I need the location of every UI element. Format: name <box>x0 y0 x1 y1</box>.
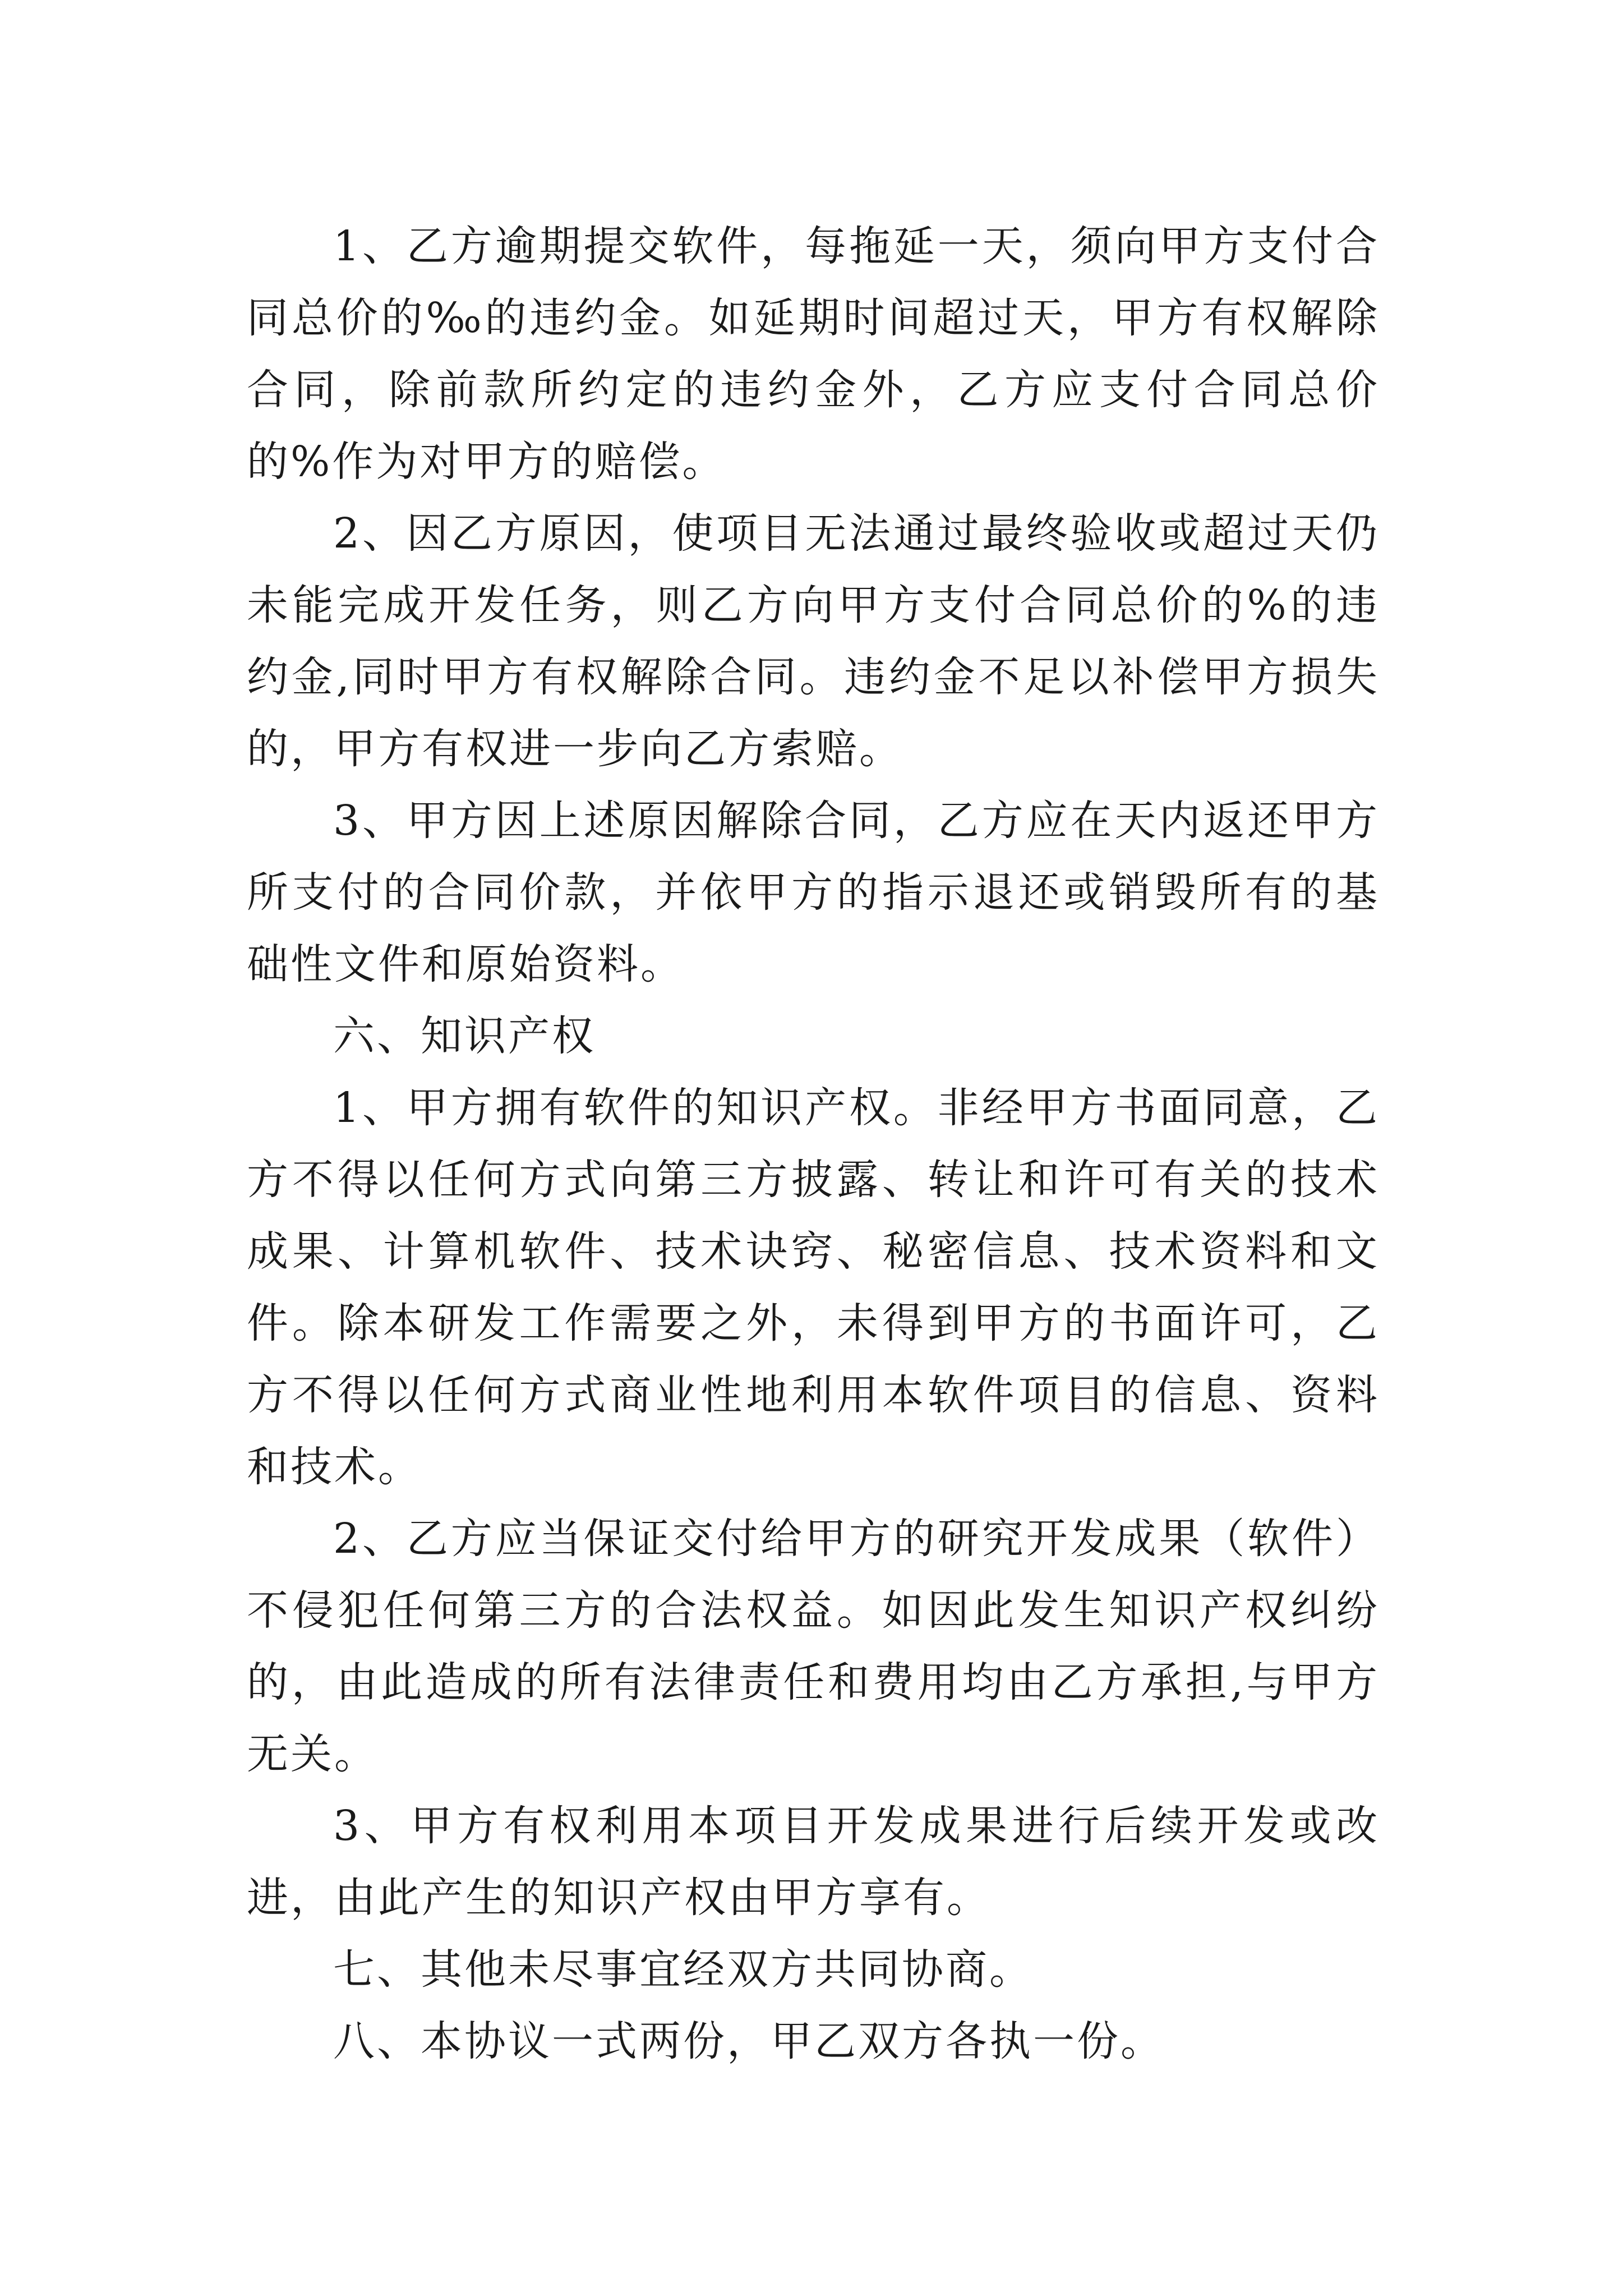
paragraph-penalty-late-delivery: 1、乙方逾期提交软件，每拖延一天，须向甲方支付合同总价的‰的违约金。如延期时间超过天，甲方有权解除合同，除前款所约定的违约金外，乙方应支付合同总价的%作为对甲方的赔偿。 <box>247 222 1380 486</box>
paragraph-ip-non-infringement: 2、乙方应当保证交付给甲方的研究开发成果（软件）不侵犯任何第三方的合法权益。如因此发生知识产权纠纷的，由此造成的所有法律责任和费用均由乙方承担,与甲方无关。 <box>247 1515 1380 1778</box>
paragraph-ip-ownership: 1、甲方拥有软件的知识产权。非经甲方书面同意，乙方不得以任何方式向第三方披露、转让和许可有关的技术成果、计算机软件、技术诀窍、秘密信息、技术资料和文件。除本研发工作需要之外，未得到甲方的书面许可，乙方不得以任何方式商业性地利用本软件项目的信息、资料和技术。 <box>247 1084 1380 1491</box>
paragraph-ip-derivative-work: 3、甲方有权利用本项目开发成果进行后续开发或改进，由此产生的知识产权由甲方享有。 <box>247 1802 1380 1922</box>
paragraph-contract-termination-refund: 3、甲方因上述原因解除合同，乙方应在天内返还甲方所支付的合同价款，并依甲方的指示退还或销毁所有的基础性文件和原始资料。 <box>247 797 1380 988</box>
section-copies: 八、本协议一式两份，甲乙双方各执一份。 <box>333 2017 1164 2065</box>
paragraph-penalty-acceptance-failure: 2、因乙方原因，使项目无法通过最终验收或超过天仍未能完成开发任务，则乙方向甲方支付合同总价的%的违约金,同时甲方有权解除合同。违约金不足以补偿甲方损失的，甲方有权进一步向乙方索赔。 <box>247 509 1380 773</box>
section-other-matters: 七、其他未尽事宜经双方共同协商。 <box>333 1945 1033 1994</box>
document-body <box>247 210 1380 2077</box>
section-heading-intellectual-property: 六、知识产权 <box>333 1012 596 1060</box>
